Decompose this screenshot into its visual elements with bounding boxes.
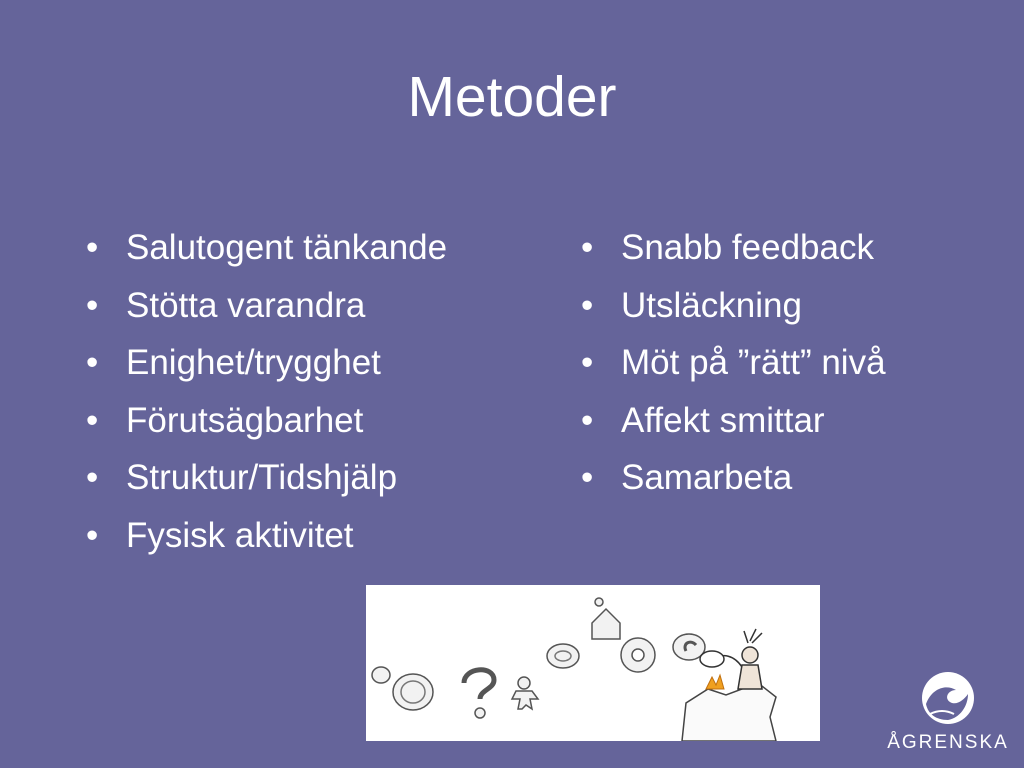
list-item-label: Salutogent tänkande bbox=[126, 228, 448, 267]
question-mark-icon bbox=[464, 670, 494, 699]
list-item bbox=[86, 449, 447, 507]
left-bullet-list bbox=[86, 219, 447, 564]
slide-title: Metoder bbox=[407, 65, 617, 129]
list-item bbox=[86, 392, 447, 450]
bullet-icon: • bbox=[86, 228, 99, 267]
person-icon bbox=[700, 629, 762, 689]
wave-logo-icon bbox=[920, 670, 976, 726]
list-item bbox=[86, 277, 447, 335]
bullet-icon: • bbox=[581, 228, 594, 267]
bullet-icon: • bbox=[86, 343, 99, 382]
stone-icon bbox=[372, 667, 390, 683]
list-item-label: Förutsägbarhet bbox=[126, 400, 364, 440]
list-item bbox=[86, 334, 447, 392]
cliff-icon bbox=[682, 683, 776, 741]
house-icon bbox=[592, 609, 620, 639]
agrenska-logo bbox=[878, 664, 1018, 764]
list-item bbox=[581, 449, 886, 507]
list-item-label: Stötta varandra bbox=[126, 285, 366, 325]
bullet-icon: • bbox=[86, 515, 99, 555]
list-item bbox=[581, 219, 886, 277]
list-item bbox=[86, 219, 447, 277]
bullet-icon: • bbox=[86, 285, 99, 325]
bullet-icon: • bbox=[581, 458, 594, 497]
list-item-label: Struktur/Tidshjälp bbox=[126, 458, 398, 497]
list-item-label: Affekt smittar bbox=[621, 400, 825, 440]
bullet-icon: • bbox=[86, 458, 99, 497]
bullet-icon: • bbox=[86, 400, 99, 440]
list-item-label: Snabb feedback bbox=[621, 228, 874, 267]
bullet-icon: • bbox=[581, 285, 594, 325]
logo-text: ÅGRENSKA bbox=[887, 732, 1009, 753]
list-item-label: Enighet/trygghet bbox=[126, 343, 381, 382]
figure-icon bbox=[512, 677, 538, 709]
list-item-label: Utsläckning bbox=[621, 285, 802, 325]
sketch-illustration bbox=[366, 585, 820, 741]
right-bullet-list bbox=[581, 219, 886, 507]
list-item bbox=[86, 507, 447, 565]
list-item bbox=[581, 392, 886, 450]
bullet-icon: • bbox=[581, 343, 594, 382]
list-item-label: Samarbeta bbox=[621, 458, 793, 497]
bullet-icon: • bbox=[581, 400, 594, 440]
stone-icon bbox=[393, 674, 433, 710]
list-item bbox=[581, 277, 886, 335]
fire-icon bbox=[706, 675, 724, 689]
list-item bbox=[581, 334, 886, 392]
sketch-drawing bbox=[366, 585, 820, 741]
stone-icon bbox=[547, 644, 579, 668]
list-item-label: Möt på ”rätt” nivå bbox=[621, 343, 886, 382]
list-item-label: Fysisk aktivitet bbox=[126, 515, 354, 555]
